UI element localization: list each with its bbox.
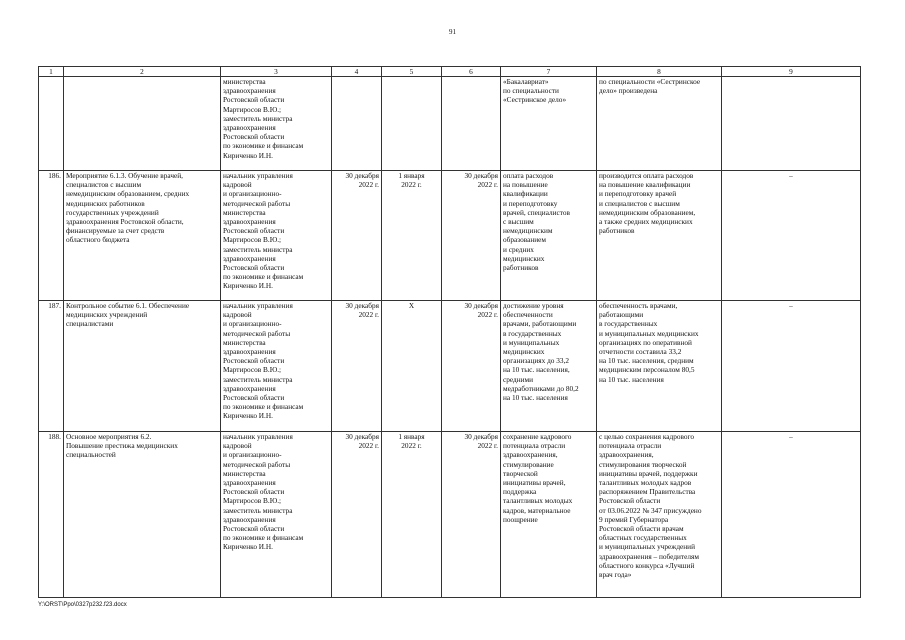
row-number: 187.	[39, 301, 64, 432]
column-number: 3	[221, 67, 332, 77]
table-row	[39, 301, 861, 432]
planned-end-date: 30 декабря 2022 г.	[332, 301, 382, 432]
deviation-reason	[722, 77, 861, 171]
planned-result: сохранение кадрового потенциала отрасли здравоохранения, стимулирование творческой инициативы врачей, поддержка талантливых молодых кадров, материальное поощрение	[501, 432, 597, 598]
actual-end-date: 30 декабря 2022 г.	[442, 432, 501, 598]
activity-name: Мероприятие 6.1.3. Обучение врачей, специалистов с высшим немедицинским образованием, средних медицинских работников государственных учреждений здравоохранения Ростовской области, финансируемые за счет средств областного бюджета	[64, 171, 221, 301]
actual-start-date: 1 января 2022 г.	[382, 432, 442, 598]
table-row	[39, 77, 861, 171]
actual-start-date	[382, 77, 442, 171]
column-number: 9	[722, 67, 861, 77]
planned-result: «Бакалавриат» по специальности «Сестринское дело»	[501, 77, 597, 171]
actual-result: по специальности «Сестринское дело» произведена	[597, 77, 722, 171]
table-row	[39, 432, 861, 598]
report-table	[38, 66, 861, 598]
activity-name	[64, 77, 221, 171]
actual-result: обеспеченность врачами, работающими в государственных и муниципальных медицинских организациях по оперативной отчетности составила 33,2 на 10 тыс. населения, средним медицинским персоналом 80,5 на 10 тыс. населения	[597, 301, 722, 432]
planned-result: оплата расходов на повышение квалификации и переподготовку врачей, специалистов с высшим немедицинским образованием и средних медицинских работников	[501, 171, 597, 301]
responsible-executor: начальник управления кадровой и организационно- методической работы министерства здравоохранения Ростовской области Мартиросов В.Ю.; заместитель министра здравоохранения Ростовской области по экономике и финансам Кириченко И.Н.	[221, 301, 332, 432]
row-number: 186.	[39, 171, 64, 301]
column-number-row	[39, 67, 861, 77]
planned-end-date: 30 декабря 2022 г.	[332, 432, 382, 598]
column-number: 4	[332, 67, 382, 77]
planned-end-date	[332, 77, 382, 171]
deviation-reason: –	[722, 171, 861, 301]
responsible-executor: начальник управления кадровой и организационно- методической работы министерства здравоохранения Ростовской области Мартиросов В.Ю.; заместитель министра здравоохранения Ростовской области по экономике и финансам Кириченко И.Н.	[221, 432, 332, 598]
deviation-reason: –	[722, 432, 861, 598]
column-number: 1	[39, 67, 64, 77]
column-number: 6	[442, 67, 501, 77]
planned-result: достижение уровня обеспеченности врачами, работающими в государственных и муниципальных медицинских организациях до 33,2 на 10 тыс. населения, средними медработниками до 80,2 на 10 тыс. населения	[501, 301, 597, 432]
column-number: 5	[382, 67, 442, 77]
actual-result: с целью сохранения кадрового потенциала отрасли здравоохранения, стимулирования творческой инициативы врачей, поддержки талантливых молодых кадров распоряжением Правительства Ростовской области от 03.06.2022 № 347 присуждено 9 премий Губернатора Ростовской области врачам областных государственных и муниципальных учреждений здравоохранения – победителям областного конкурса «Лучший врач года»	[597, 432, 722, 598]
column-number: 2	[64, 67, 221, 77]
actual-start-date: Х	[382, 301, 442, 432]
responsible-executor: начальник управления кадровой и организационно- методической работы министерства здравоохранения Ростовской области Мартиросов В.Ю.; заместитель министра здравоохранения Ростовской области по экономике и финансам Кириченко И.Н.	[221, 171, 332, 301]
planned-end-date: 30 декабря 2022 г.	[332, 171, 382, 301]
actual-end-date: 30 декабря 2022 г.	[442, 171, 501, 301]
column-number: 7	[501, 67, 597, 77]
actual-start-date: 1 января 2022 г.	[382, 171, 442, 301]
file-path-footer: Y:\ORST\Ppo\0327p232.f23.docx	[38, 602, 127, 608]
responsible-executor: министерства здравоохранения Ростовской области Мартиросов В.Ю.; заместитель министра здравоохранения Ростовской области по экономике и финансам Кириченко И.Н.	[221, 77, 332, 171]
deviation-reason: –	[722, 301, 861, 432]
actual-result: производится оплата расходов на повышение квалификации и переподготовку врачей и специалистов с высшим немедицинским образованием, а также средних медицинских работников	[597, 171, 722, 301]
table-row	[39, 171, 861, 301]
row-number	[39, 77, 64, 171]
column-number: 8	[597, 67, 722, 77]
activity-name: Основное мероприятия 6.2. Повышение престижа медицинских специальностей	[64, 432, 221, 598]
row-number: 188.	[39, 432, 64, 598]
actual-end-date	[442, 77, 501, 171]
page-number: 91	[449, 28, 456, 36]
actual-end-date: 30 декабря 2022 г.	[442, 301, 501, 432]
activity-name: Контрольное событие 6.1. Обеспечение медицинских учреждений специалистами	[64, 301, 221, 432]
